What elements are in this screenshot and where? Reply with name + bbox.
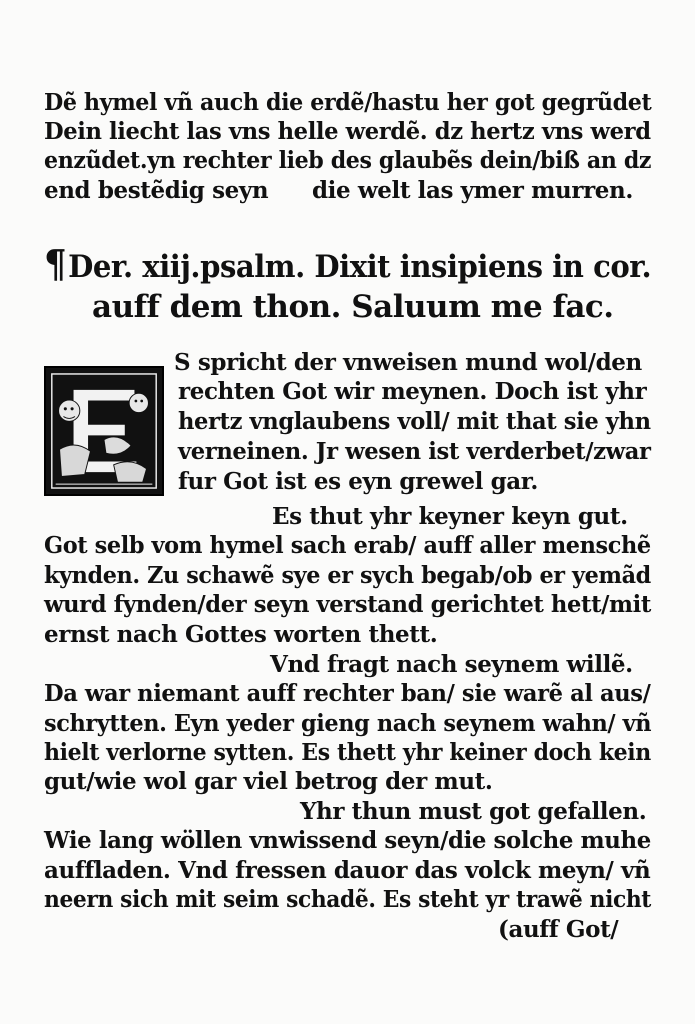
text-line: Da war niemant auff rechter ban/ sie warẽ al aus/ — [44, 680, 651, 707]
refrain-line: Es thut yhr keyner keyn gut. — [272, 503, 628, 530]
text-line: end bestẽdig seyn — [44, 177, 269, 204]
text-line: hielt verlorne sytten. Es thett yhr keiner doch kein — [44, 739, 651, 766]
catchword: (auff Got/ — [498, 916, 619, 943]
refrain-line: Yhr thun must got gefallen. — [300, 798, 647, 825]
text-line: enzũdet.yn rechter lieb des glaubẽs dein/biß an dz — [44, 147, 652, 174]
text-line: wurd fynden/der seyn verstand gerichtet hett/mit — [44, 591, 651, 618]
decorated-initial-woodcut-icon — [46, 368, 162, 494]
text-line: neern sich mit seim schadẽ. Es steht yr trawẽ nicht — [44, 886, 651, 913]
psalm-heading-subtitle: auff dem thon. Saluum me fac. — [92, 289, 614, 325]
pilcrow-icon: ¶ — [44, 241, 67, 286]
text-line: rechten Got wir meynen. Doch ist yhr — [178, 378, 647, 405]
text-line: verneinen. Jr wesen ist verderbet/zwar — [178, 438, 651, 465]
text-line: schrytten. Eyn yeder gieng nach seynem wahn/ vñ — [44, 710, 652, 737]
text-line: auffladen. Vnd fressen dauor das volck meyn/ vñ — [44, 857, 651, 884]
text-line: Wie lang wöllen vnwissend seyn/die solche muhe — [44, 827, 651, 854]
text-line: Dein liecht las vns helle werdẽ. dz hertz vns werd — [44, 118, 651, 145]
text-line: die welt las ymer murren. — [312, 177, 633, 204]
text-line: fur Got ist es eyn grewel gar. — [178, 468, 538, 495]
text-line: S spricht der vnweisen mund wol/den — [174, 349, 642, 376]
text-line: Got selb vom hymel sach erab/ auff aller menschẽ — [44, 532, 651, 559]
psalm-heading: ¶Der. xiij.psalm. Dixit insipiens in cor. — [44, 241, 652, 286]
refrain-line: Vnd fragt nach seynem willẽ. — [270, 651, 633, 678]
text-line: Dẽ hymel vñ auch die erdẽ/hastu her got gegrũdet — [44, 89, 652, 116]
text-line: gut/wie wol gar viel betrog der mut. — [44, 768, 493, 795]
decorated-initial — [44, 366, 164, 496]
text-line: hertz vnglaubens voll/ mit that sie yhn — [178, 408, 651, 435]
text-line: ernst nach Gottes worten thett. — [44, 621, 438, 648]
text-line: kynden. Zu schawẽ sye er sych begab/ob er yemãd — [44, 562, 651, 589]
